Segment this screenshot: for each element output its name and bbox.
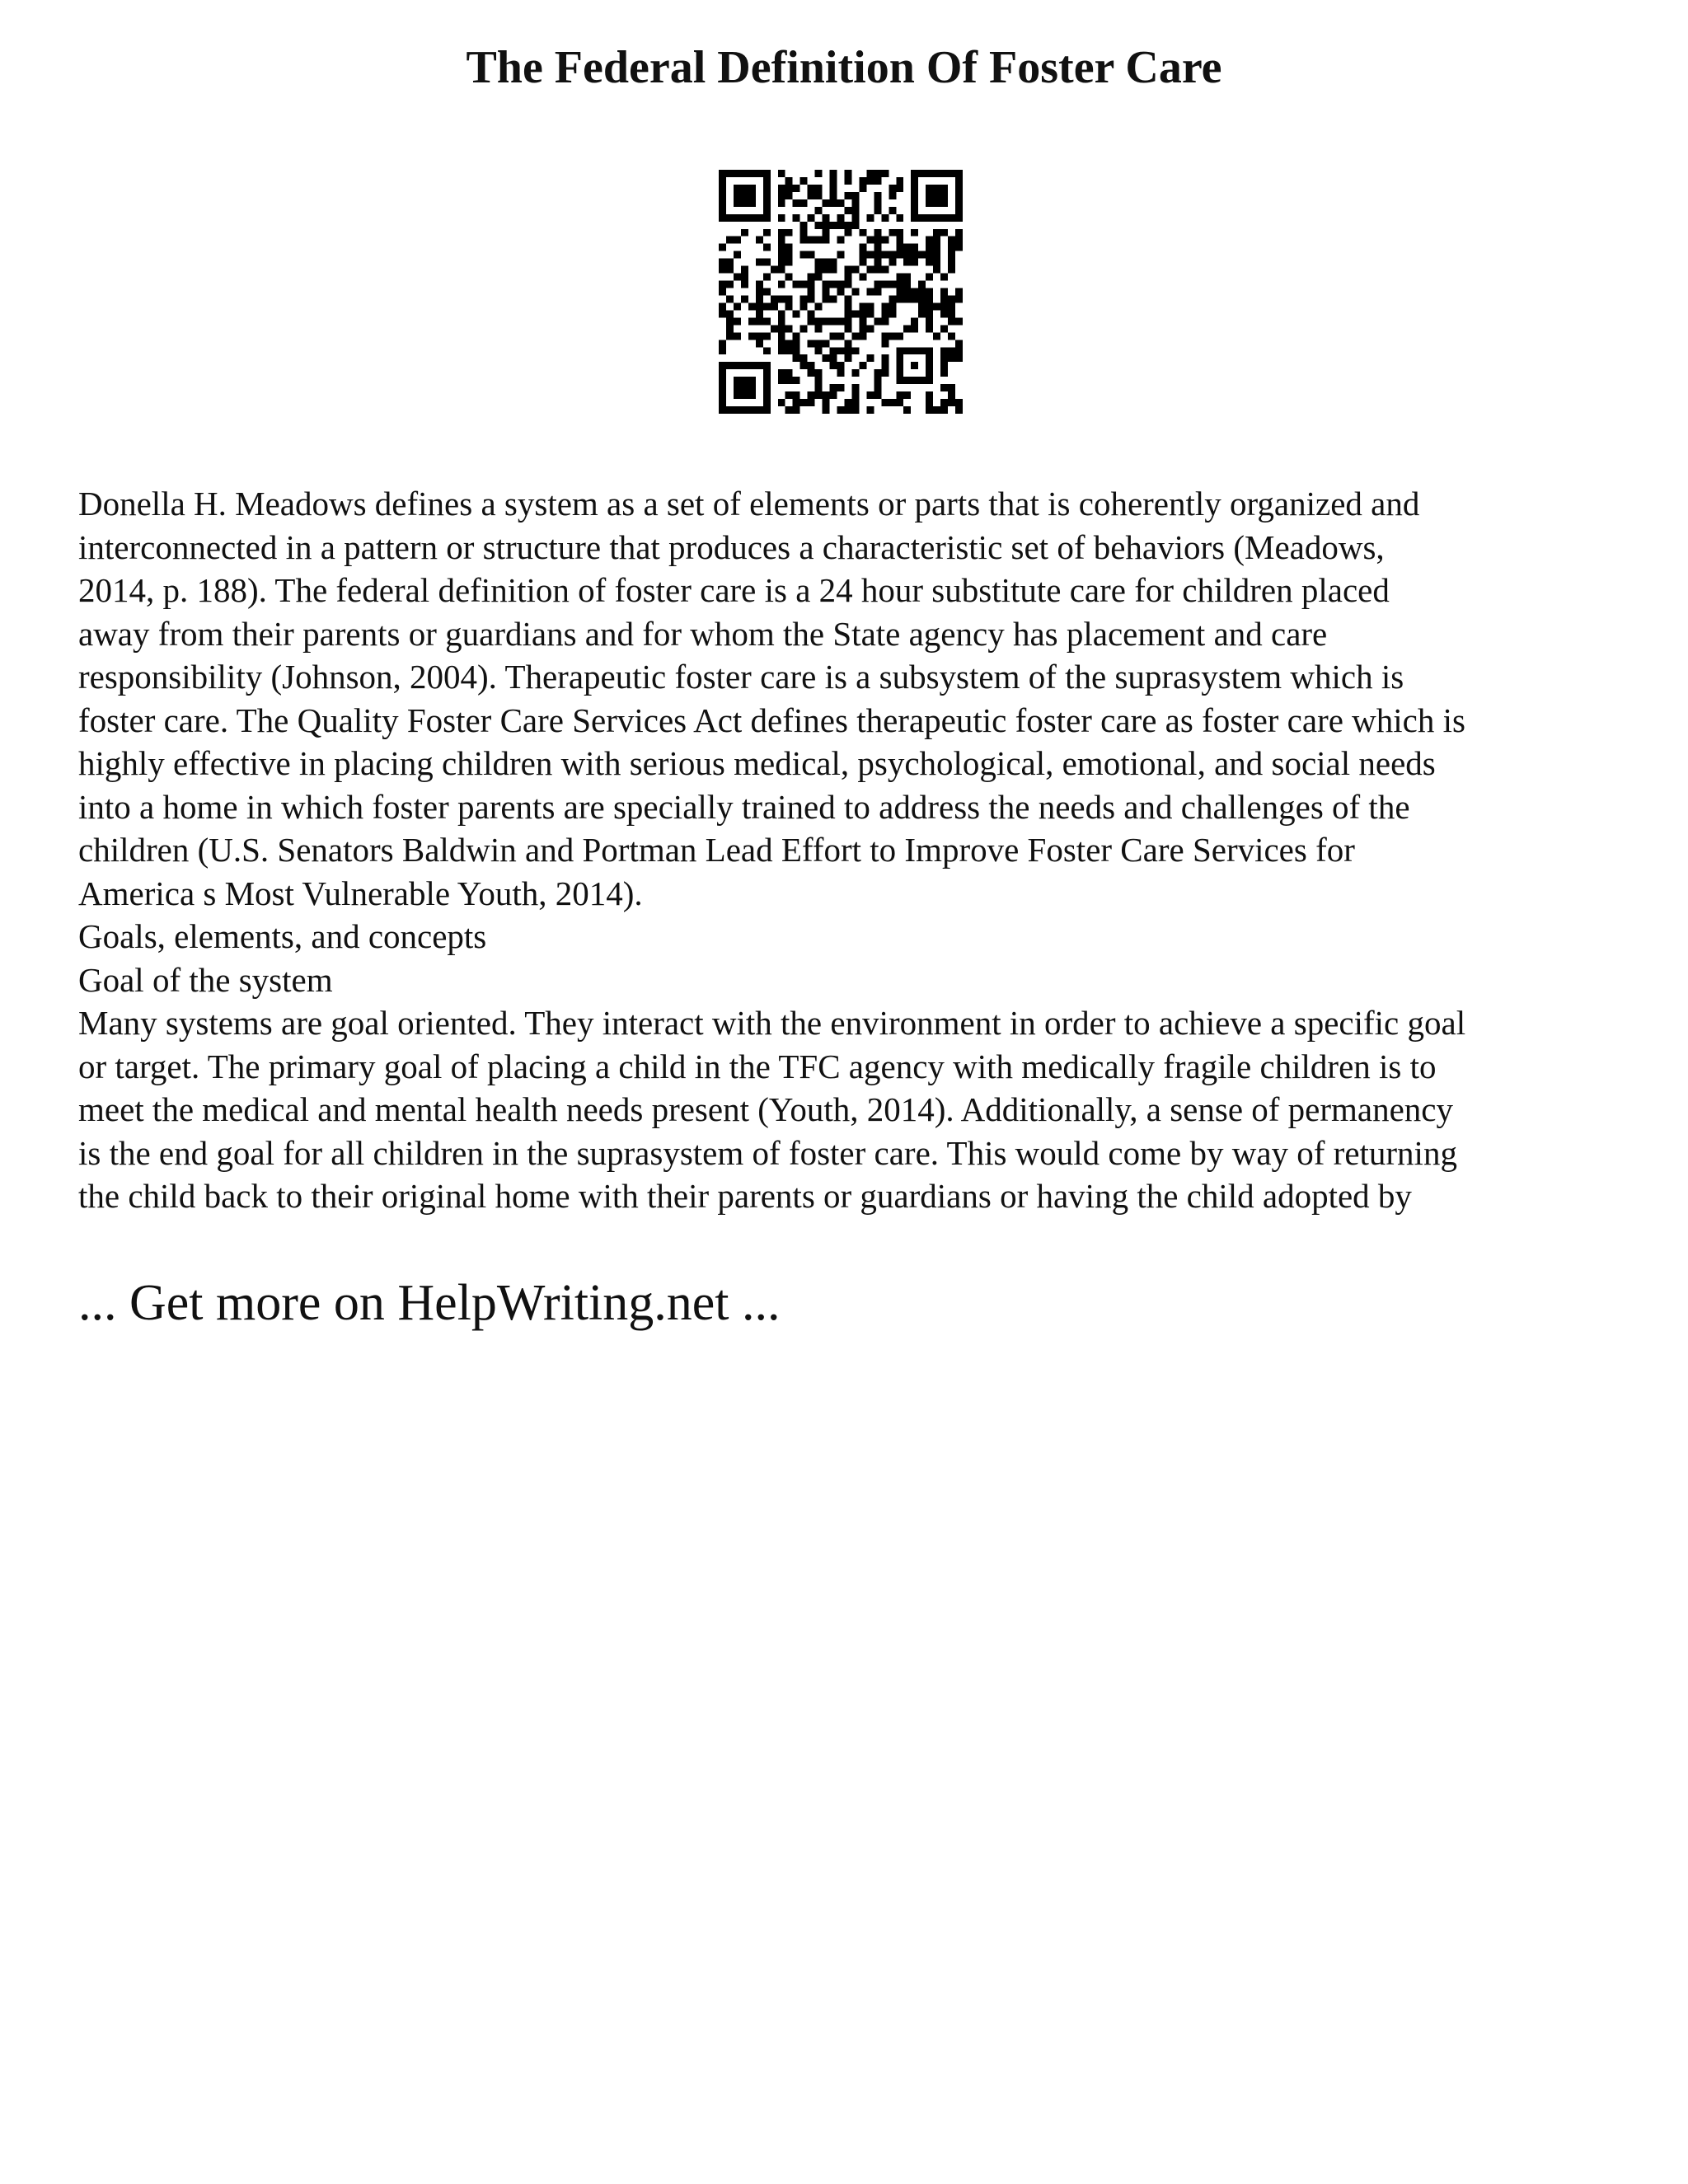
article-body [78,482,1628,1218]
body-line: or target. The primary goal of placing a child in the TFC agency with medically fragile children is to [78,1047,1437,1085]
get-more-link[interactable]: ... Get more on HelpWriting.net ... [78,1275,781,1331]
body-line: highly effective in placing children with serious medical, psychological, emotional, and social needs [78,744,1436,782]
body-line: Donella H. Meadows defines a system as a set of elements or parts that is coherently organized and [78,485,1420,523]
body-line: into a home in which foster parents are specially trained to address the needs and challenges of the [78,787,1410,826]
body-line: 2014, p. 188). The federal definition of foster care is a 24 hour substitute care for children placed [78,571,1390,609]
body-line: the child back to their original home with their parents or guardians or having the child adopted by [78,1177,1412,1215]
body-line: is the end goal for all children in the suprasystem of foster care. This would come by way of returning [78,1133,1457,1172]
qr-code-icon [719,170,963,414]
body-line: foster care. The Quality Foster Care Services Act defines therapeutic foster care as foster care which is [78,701,1465,739]
body-line: meet the medical and mental health needs present (Youth, 2014). Additionally, a sense of permanency [78,1090,1454,1128]
body-line: interconnected in a pattern or structure that produces a characteristic set of behaviors (Meadows, [78,527,1385,566]
body-line: America s Most Vulnerable Youth, 2014). [78,874,643,912]
section-heading: Goals, elements, and concepts [78,917,487,955]
body-line: responsibility (Johnson, 2004). Therapeutic foster care is a subsystem of the suprasystem which is [78,658,1404,696]
body-line: away from their parents or guardians and for whom the State agency has placement and care [78,614,1328,653]
body-line: Many systems are goal oriented. They interact with the environment in order to achieve a specific goal [78,1004,1466,1042]
body-line: children (U.S. Senators Baldwin and Portman Lead Effort to Improve Foster Care Services for [78,831,1355,869]
page-title: The Federal Definition Of Foster Care [466,42,1222,93]
subsection-heading: Goal of the system [78,960,333,999]
